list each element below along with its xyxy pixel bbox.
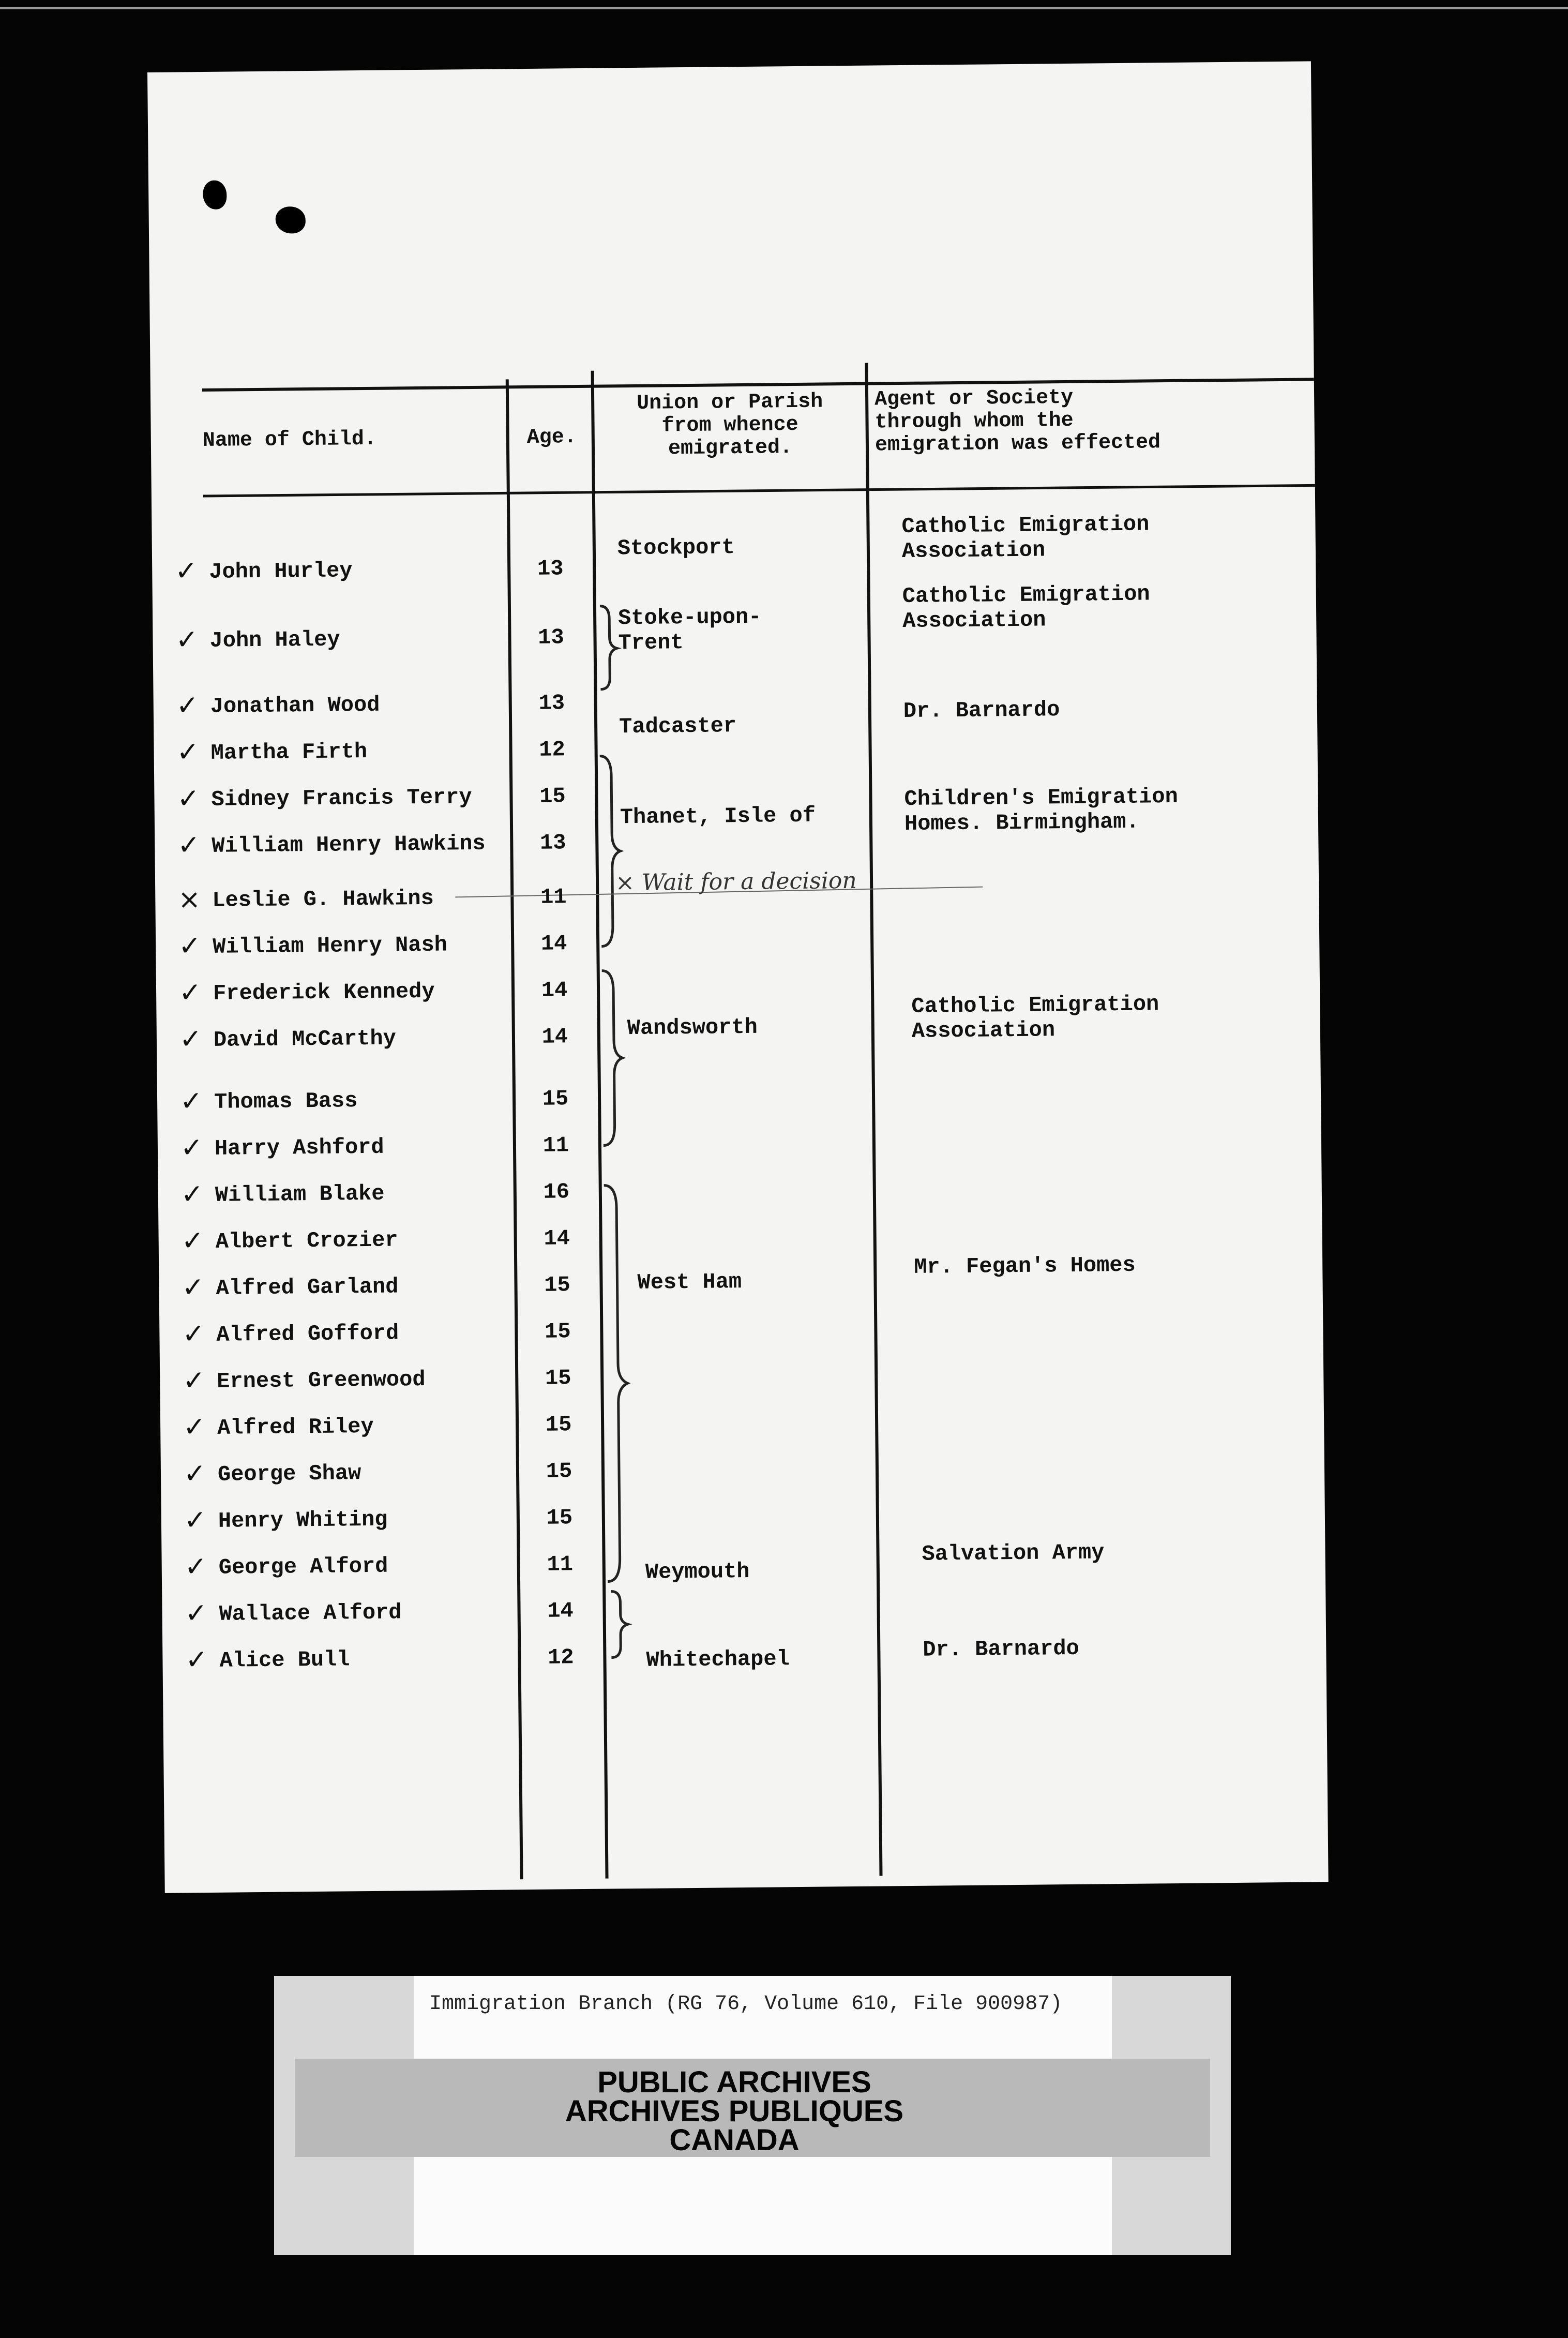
- child-age: 15: [544, 1272, 570, 1298]
- film-edge-line: [0, 7, 1568, 9]
- child-age: 13: [538, 625, 564, 650]
- check-mark: ✓: [179, 1024, 202, 1055]
- stamp-line-1: PUBLIC ARCHIVES: [597, 2065, 871, 2099]
- child-age: 14: [540, 931, 567, 956]
- union-tadcaster: Tadcaster: [619, 713, 737, 740]
- child-name: William Henry Hawkins: [212, 831, 486, 859]
- stamp-line-3: CANADA: [669, 2123, 800, 2157]
- child-age: 12: [539, 737, 566, 762]
- check-mark: ✓: [185, 1644, 208, 1676]
- child-name: Leslie G. Hawkins: [212, 886, 434, 913]
- child-age: 14: [547, 1598, 574, 1624]
- union-weymouth: Weymouth: [645, 1558, 750, 1585]
- agent-thanet: Children's Emigration Homes. Birmingham.: [904, 784, 1179, 837]
- cross-mark: ×: [178, 884, 201, 916]
- check-mark: ✓: [178, 931, 202, 962]
- agent-stoke: Catholic Emigration Association: [902, 581, 1150, 634]
- check-mark: ✓: [183, 1458, 206, 1490]
- stamp-line-2: ARCHIVES PUBLIQUES: [565, 2094, 904, 2128]
- union-wandsworth: Wandsworth: [627, 1014, 758, 1041]
- document-page: [147, 61, 1329, 1893]
- child-age: 11: [540, 885, 567, 910]
- child-name: Ernest Greenwood: [217, 1367, 426, 1394]
- child-age: 14: [544, 1226, 570, 1251]
- child-name: Wallace Alford: [219, 1600, 402, 1627]
- union-whitechapel: Whitechapel: [646, 1646, 790, 1673]
- check-mark: ✓: [181, 1225, 204, 1257]
- child-age: 13: [539, 830, 566, 856]
- child-age: 12: [548, 1645, 574, 1670]
- check-mark: ✓: [184, 1551, 207, 1583]
- child-age: 14: [541, 978, 568, 1003]
- agent-wandsworth: Catholic Emigration Association: [911, 992, 1159, 1044]
- child-name: Alfred Gofford: [216, 1321, 399, 1347]
- child-age: 15: [546, 1459, 572, 1484]
- union-westham: West Ham: [637, 1269, 742, 1296]
- union-thanet: Thanet, Isle of: [620, 803, 816, 830]
- agent-stockport: Catholic Emigration Association: [901, 512, 1150, 564]
- child-name: Martha Firth: [210, 739, 368, 766]
- archive-reference: Immigration Branch (RG 76, Volume 610, File 900987): [429, 1992, 1063, 2016]
- child-age: 15: [545, 1412, 572, 1437]
- check-mark: ✓: [182, 1365, 206, 1397]
- check-mark: ✓: [177, 783, 200, 815]
- child-age: 14: [541, 1024, 568, 1050]
- header-name: Name of Child.: [202, 427, 377, 453]
- child-name: Alfred Riley: [217, 1414, 374, 1441]
- check-mark: ✓: [182, 1318, 205, 1350]
- agent-whitechapel: Dr. Barnardo: [923, 1636, 1080, 1662]
- union-stockport: Stockport: [617, 535, 735, 561]
- child-name: Harry Ashford: [214, 1134, 384, 1161]
- agent-westham: Mr. Fegan's Homes: [914, 1252, 1136, 1280]
- archive-stamp: [517, 2065, 952, 2157]
- check-mark: ✓: [183, 1412, 206, 1443]
- child-name: Alfred Garland: [216, 1274, 399, 1301]
- child-age: 11: [542, 1133, 569, 1158]
- check-mark: ✓: [182, 1272, 205, 1303]
- child-name: Thomas Bass: [214, 1088, 358, 1115]
- check-mark: ✓: [185, 1598, 208, 1629]
- child-age: 13: [538, 691, 565, 716]
- child-name: William Henry Nash: [213, 932, 448, 960]
- child-name: George Alford: [218, 1553, 388, 1580]
- child-age: 15: [542, 1086, 569, 1112]
- child-age: 15: [545, 1366, 571, 1391]
- child-age: 11: [547, 1552, 574, 1577]
- child-name: Jonathan Wood: [210, 692, 380, 719]
- handwritten-note: × Wait for a decision: [615, 867, 857, 896]
- header-bottom-rule: [203, 485, 1315, 496]
- child-name: William Blake: [215, 1181, 385, 1208]
- header-agent: Agent or Society through whom the emigration was effected: [874, 386, 1161, 457]
- check-mark: ✓: [180, 1132, 203, 1164]
- child-name: John Haley: [209, 627, 340, 653]
- agent-weymouth: Salvation Army: [922, 1540, 1105, 1567]
- header-age: Age.: [526, 426, 577, 449]
- check-mark: ✓: [177, 830, 201, 861]
- child-age: 15: [544, 1319, 571, 1344]
- check-mark: ✓: [176, 690, 199, 722]
- child-name: Henry Whiting: [218, 1507, 388, 1534]
- check-mark: ✓: [184, 1505, 207, 1536]
- union-stoke: Stoke-upon- Trent: [617, 604, 762, 656]
- child-name: John Hurley: [209, 558, 353, 584]
- header-union: Union or Parish from whence emigrated.: [636, 390, 823, 461]
- child-name: George Shaw: [217, 1461, 361, 1487]
- check-mark: ✓: [176, 737, 200, 768]
- child-age: 13: [537, 556, 564, 581]
- child-name: David McCarthy: [213, 1026, 397, 1053]
- child-name: Alice Bull: [219, 1647, 350, 1673]
- archive-label: [274, 1976, 1231, 2255]
- child-age: 16: [543, 1179, 570, 1205]
- child-age: 15: [539, 784, 566, 809]
- child-name: Albert Crozier: [215, 1227, 398, 1254]
- child-name: Sidney Francis Terry: [211, 785, 472, 812]
- child-name: Frederick Kennedy: [213, 979, 435, 1006]
- check-mark: ✓: [175, 624, 199, 656]
- check-mark: ✓: [179, 1086, 203, 1117]
- check-mark: ✓: [174, 556, 198, 587]
- agent-tadcaster: Dr. Barnardo: [903, 697, 1060, 724]
- check-mark: ✓: [178, 977, 202, 1009]
- check-mark: ✓: [180, 1179, 204, 1210]
- child-age: 15: [546, 1505, 573, 1531]
